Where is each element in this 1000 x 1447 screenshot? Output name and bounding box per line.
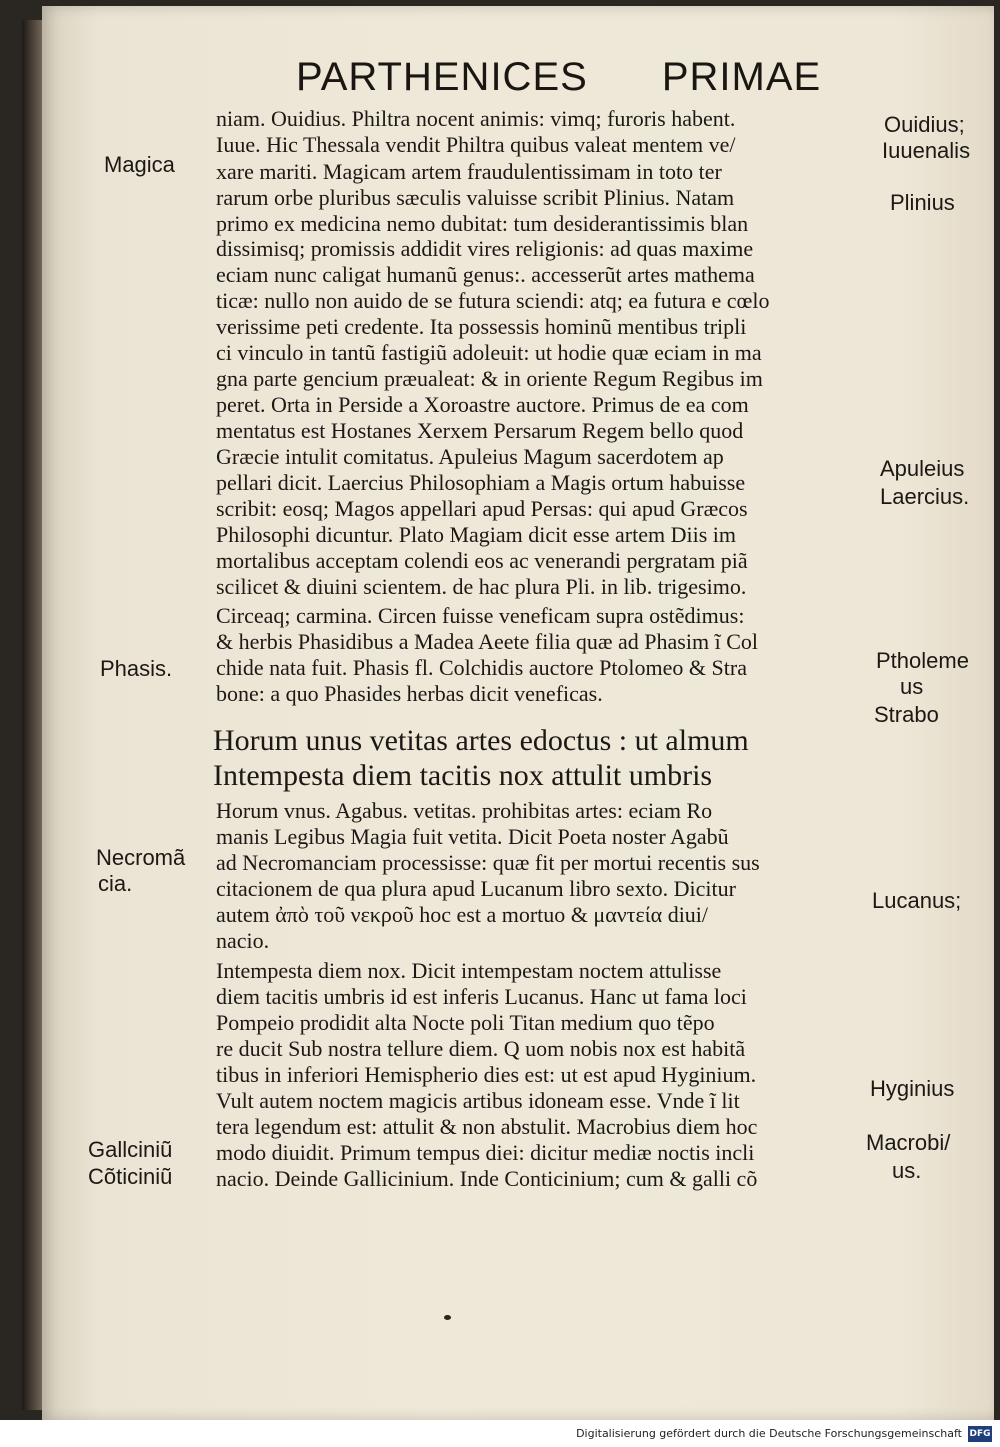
- text-line: re ducit Sub nostra tellure diem. Q uom nobis nox est habitã: [216, 1036, 746, 1061]
- text-line: Horum vnus. Agabus. vetitas. prohibitas artes: eciam Ro: [216, 798, 713, 823]
- footer-credit: Digitalisierung gefördert durch die Deutsche Forschungsgemeinschaft: [576, 1427, 962, 1440]
- text-line: nacio.: [216, 928, 270, 953]
- text-line: Pompeio prodidit alta Nocte poli Titan medium quo tẽpo: [216, 1010, 715, 1035]
- text-line: mentatus est Hostanes Xerxem Persarum Regem bello quod: [216, 418, 744, 443]
- text-line: xare mariti. Magicam artem fraudulentissimam in toto ter: [216, 159, 722, 184]
- verse-line: Intempesta diem tacitis nox attulit umbris: [213, 759, 713, 792]
- text-line: ticæ: nullo non auido de se futura sciendi: atq; ea futura e cœlo: [216, 288, 770, 313]
- text-line: niam. Ouidius. Philtra nocent animis: vimq; furoris habent.: [216, 106, 736, 131]
- margin-note-right: Ouidius;: [884, 112, 965, 137]
- text-line: Philosophi dicuntur. Plato Magiam dicit esse artem Diis im: [216, 522, 737, 547]
- text-line: mortalibus acceptam colendi eos ac venerandi pergratam piã: [216, 548, 748, 573]
- margin-note-left: cia.: [98, 871, 133, 896]
- margin-note-right: Lucanus;: [872, 888, 962, 913]
- margin-note-right: Apuleius: [880, 456, 965, 481]
- text-line: & herbis Phasidibus a Madea Aeete filia quæ ad Phasim ĩ Col: [216, 629, 758, 654]
- text-line: tibus in inferiori Hemispherio dies est: ut est apud Hyginium.: [216, 1062, 757, 1087]
- text-line: Intempesta diem nox. Dicit intempestam noctem attulisse: [216, 958, 722, 983]
- margin-note-right: us.: [892, 1158, 922, 1183]
- margin-note-right: Plinius: [890, 190, 955, 215]
- text-line: nacio. Deinde Gallicinium. Inde Conticinium; cum & galli cõ: [216, 1166, 758, 1191]
- margin-note-left: Gallciniũ: [88, 1137, 173, 1162]
- text-line: Iuue. Hic Thessala vendit Philtra quibus valeat mentem ve/: [216, 132, 736, 157]
- text-line: Vult autem noctem magicis artibus idoneam esse. Vnde ĩ lit: [216, 1088, 740, 1113]
- margin-note-right: Laercius.: [880, 484, 970, 509]
- text-line: scilicet & diuini scientem. de hac plura Pli. in lib. trigesimo.: [216, 574, 747, 599]
- text-line: Circeaq; carmina. Circen fuisse veneficam supra ostẽdimus:: [216, 603, 745, 628]
- margin-note-right: us: [900, 674, 924, 699]
- dfg-logo-icon: DFG: [968, 1426, 992, 1442]
- text-line: tera legendum est: attulit & non abstulit. Macrobius diem hoc: [216, 1114, 758, 1139]
- text-line: manis Legibus Magia fuit vetita. Dicit Poeta noster Agabũ: [216, 824, 729, 849]
- margin-note-left: Magica: [104, 152, 175, 177]
- text-line: scribit: eosq; Magos appellari apud Persas: qui apud Græcos: [216, 496, 748, 521]
- text-line: rarum orbe pluribus sæculis valuisse scribit Plinius. Natam: [216, 185, 735, 210]
- margin-note-right: Strabo: [874, 702, 939, 727]
- running-header: [296, 52, 822, 102]
- text-line: primo ex medicina nemo dubitat: tum desiderantissimis blan: [216, 211, 749, 236]
- text-line: eciam nunc caligat humanũ genus:. accesserũt artes mathema: [216, 262, 755, 287]
- margin-note-right: Iuuenalis: [882, 138, 971, 163]
- header-right: PRIMAE: [661, 54, 822, 99]
- text-line: Græcie intulit comitatus. Apuleius Magum sacerdotem ap: [216, 444, 724, 469]
- margin-note-left: Phasis.: [100, 656, 173, 681]
- text-line: autem ἀπὸ τοῦ νεκροῦ hoc est a mortuo & μαντεία diui/: [216, 902, 709, 927]
- text-line: modo diuidit. Primum tempus diei: dicitur mediæ noctis incli: [216, 1140, 755, 1165]
- ink-dot: [444, 1315, 451, 1320]
- margin-note-right: Hyginius: [870, 1076, 955, 1101]
- footer-bar: [0, 1420, 1000, 1447]
- text-line: chide nata fuit. Phasis fl. Colchidis auctore Ptolomeo & Stra: [216, 655, 747, 680]
- text-line: pellari dicit. Laercius Philosophiam a Magis ortum habuisse: [216, 470, 746, 495]
- margin-note-right: Ptholeme: [876, 648, 969, 673]
- text-line: citacionem de qua plura apud Lucanum libro sexto. Dicitur: [216, 876, 736, 901]
- text-line: ci vinculo in tantũ fastigiũ adoleuit: ut hodie quæ eciam in ma: [216, 340, 762, 365]
- header-left: PARTHENICES: [296, 54, 588, 99]
- verse-line: Horum unus vetitas artes edoctus : ut almum: [213, 724, 749, 757]
- text-line: peret. Orta in Perside a Xoroastre auctore. Primus de ea com: [216, 392, 749, 417]
- margin-note-left: Necromã: [96, 845, 186, 870]
- text-line: ad Necromanciam processisse: quæ fit per mortui recentis sus: [216, 850, 760, 875]
- text-line: dissimisq; promissis addidit vires religionis: ad quas maxime: [216, 236, 754, 261]
- text-line: gna parte gencium præualeat: & in oriente Regum Regibus im: [216, 366, 763, 391]
- text-line: diem tacitis umbris id est inferis Lucanus. Hanc ut fama loci: [216, 984, 747, 1009]
- margin-note-right: Macrobi/: [866, 1130, 951, 1155]
- margin-note-left: Cõticiniũ: [88, 1164, 173, 1189]
- text-line: bone: a quo Phasides herbas dicit veneficas.: [216, 681, 603, 706]
- text-line: verissime peti credente. Ita possessis hominũ mentibus tripli: [216, 314, 747, 339]
